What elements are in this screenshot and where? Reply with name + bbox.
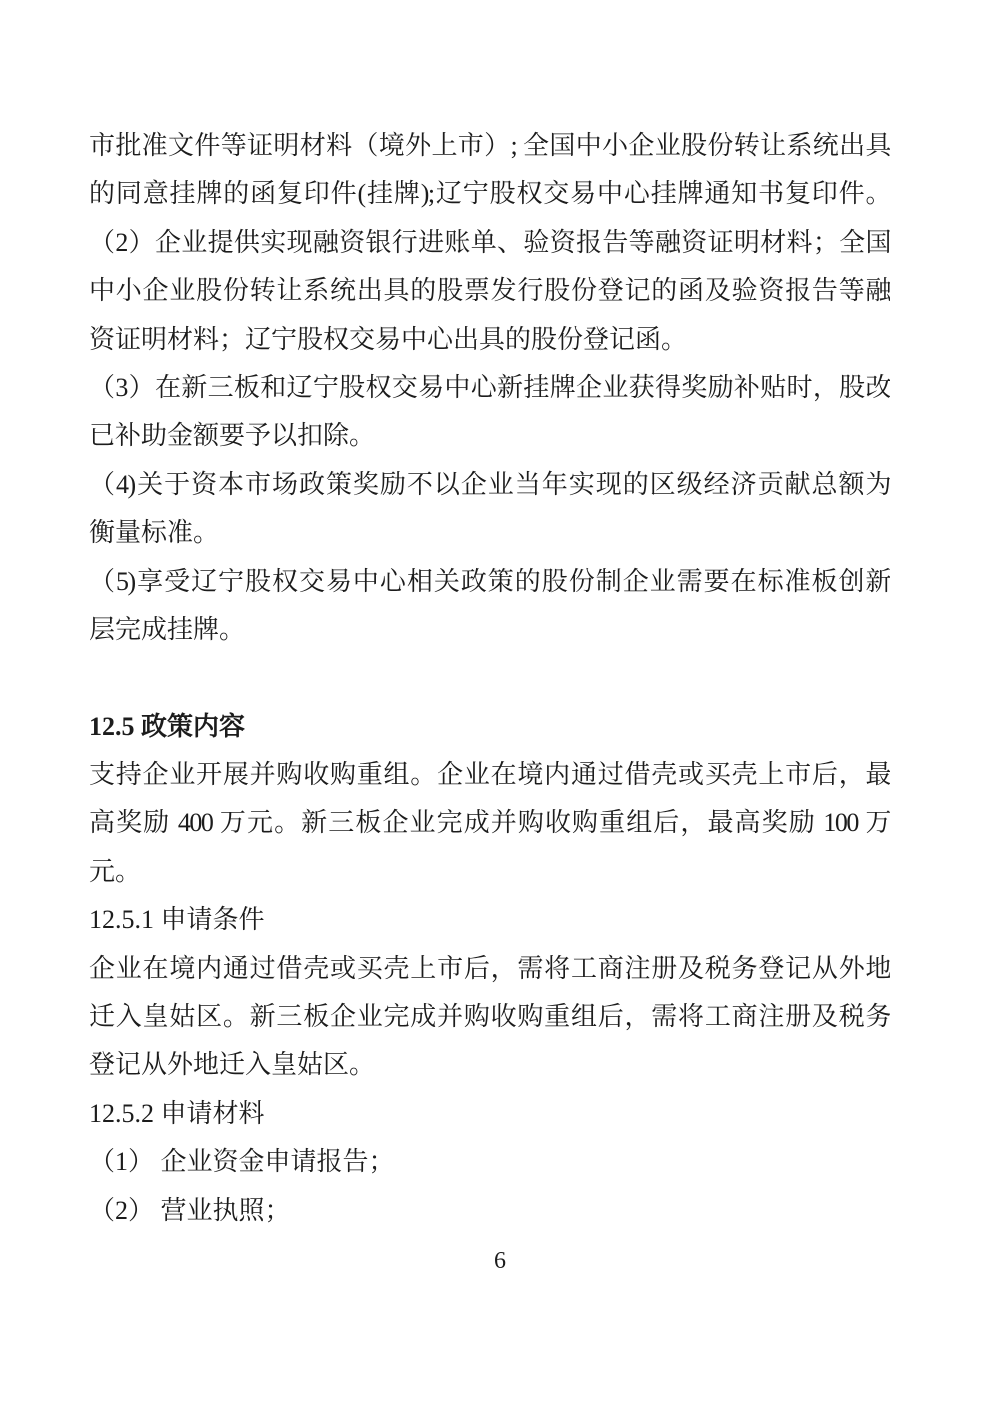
- body-text-line: 中小企业股份转让系统出具的股票发行股份登记的函及验资报告等融: [89, 276, 890, 306]
- body-text-line: （4)关于资本市场政策奖励不以企业当年实现的区级经济贡献总额为: [89, 469, 890, 499]
- body-text-line: 市批准文件等证明材料（境外上市）; 全国中小企业股份转让系统出具: [89, 131, 890, 160]
- section-heading: 12.5 政策内容: [89, 711, 246, 741]
- subsection-heading: 12.5.2 申请材料: [89, 1098, 265, 1128]
- page-number: 6: [494, 1248, 506, 1274]
- body-text-line: 高奖励 400 万元。新三板企业完成并购收购重组后，最高奖励 100 万: [89, 808, 890, 838]
- body-text-line: 衡量标准。: [89, 518, 220, 548]
- body-text-line: 企业在境内通过借壳或买壳上市后，需将工商注册及税务登记从外地: [89, 953, 890, 983]
- body-text-line: 的同意挂牌的函复印件(挂牌);辽宁股权交易中心挂牌通知书复印件。: [89, 179, 890, 209]
- body-text-line: （5)享受辽宁股权交易中心相关政策的股份制企业需要在标准板创新: [89, 566, 890, 596]
- subsection-heading: 12.5.1 申请条件: [89, 905, 265, 935]
- body-text-line: 支持企业开展并购收购重组。企业在境内通过借壳或买壳上市后，最: [89, 760, 890, 790]
- blank-line: [89, 654, 890, 702]
- body-text-line: 资证明材料；辽宁股权交易中心出具的股份登记函。: [89, 324, 688, 354]
- text-block: [89, 122, 890, 1235]
- body-text-line: 元。: [89, 856, 142, 886]
- body-text-line: （1） 企业资金申请报告；: [89, 1147, 395, 1177]
- body-text-line: 层完成挂牌。: [89, 614, 246, 644]
- body-text-line: 登记从外地迁入皇姑区。: [89, 1050, 376, 1080]
- body-text-line: （2）企业提供实现融资银行进账单、验资报告等融资证明材料；全国: [89, 227, 890, 257]
- body-text-line: 已补助金额要予以扣除。: [89, 421, 376, 451]
- body-text-line: （3）在新三板和辽宁股权交易中心新挂牌企业获得奖励补贴时，股改: [89, 372, 890, 402]
- body-text-line: （2） 营业执照；: [89, 1195, 291, 1225]
- body-text-line: 迁入皇姑区。新三板企业完成并购收购重组后，需将工商注册及税务: [89, 1002, 890, 1032]
